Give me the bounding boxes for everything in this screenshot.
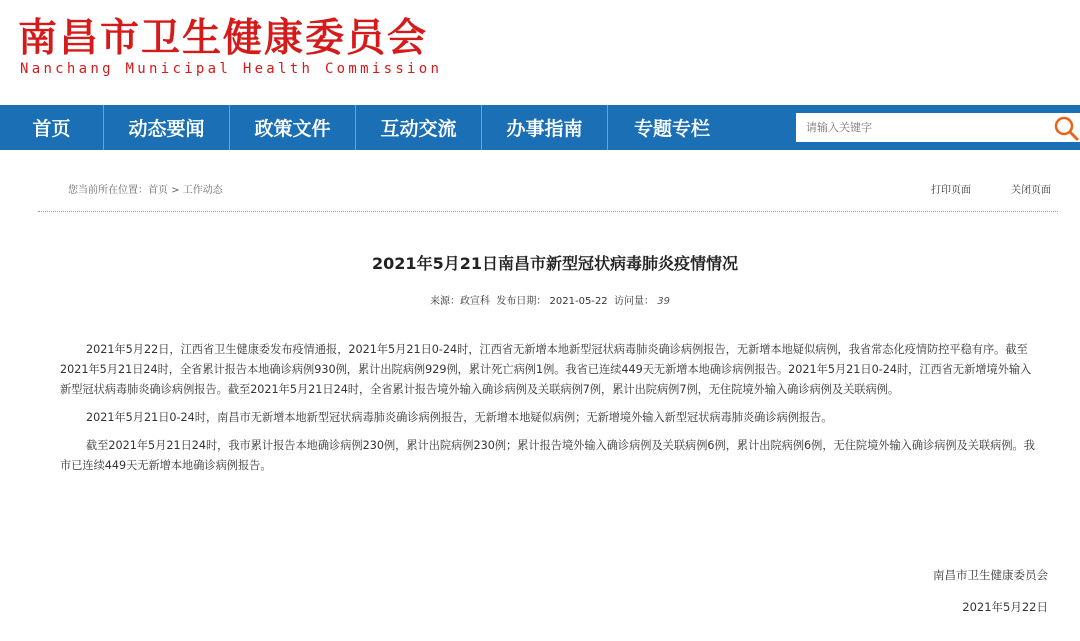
search-button[interactable] [1051,113,1080,142]
article-paragraph: 2021年5月22日，江西省卫生健康委发布疫情通报，2021年5月21日0-24时，江西省无新增本地新型冠状病毒肺炎确诊病例报告，无新增本地疑似病例，我省常态化疫情防控平稳有序。截至2021年5月21日24时，全省累计报告本地确诊病例930例，累计出院病例929例，累计死亡病例1例。我省已连续449天无新增本地确诊病例报告。2021年5月21日0-24时，江西省无新增境外输入新型冠状病毒肺炎确诊病例报告。截至2021年5月21日24时，全省累计报告境外输入确诊病例及关联病例7例，累计出院病例7例，无住院境外输入确诊病例及关联病例。 [60,343,1032,396]
meta-date: 2021-05-22 [549,296,608,307]
site-header [0,0,1080,105]
site-logo-title[interactable]: 南昌市卫生健康委员会 [18,16,429,61]
print-page-link[interactable]: 打印页面 [931,185,971,196]
article-signature: 南昌市卫生健康委员会 [933,568,1048,582]
meta-views-label: 访问量： [614,296,655,307]
breadcrumb-home-link[interactable]: 首页 [148,185,168,196]
divider [38,211,1058,212]
meta-source-label: 来源： [430,296,460,307]
nav-item-home[interactable]: 首页 [0,105,104,150]
article-sign-date: 2021年5月22日 [962,600,1048,614]
meta-date-label: 发布日期： [496,296,547,307]
search-input[interactable] [796,113,1051,142]
meta-views: 39 [657,296,670,307]
nav-item-special[interactable]: 专题专栏 [633,118,710,140]
breadcrumb-row [0,150,1080,212]
breadcrumb-separator: > [168,185,183,196]
article-meta [430,292,670,307]
site-logo-subtitle: Nanchang Municipal Health Commission [20,61,443,77]
meta-source: 政宣科 [460,296,490,307]
nav-item-news[interactable]: 动态要闻 [104,105,230,150]
nav-item-policy[interactable]: 政策文件 [230,105,356,150]
search-icon [1051,113,1080,142]
breadcrumb-current-link[interactable]: 工作动态 [182,185,223,196]
close-page-link[interactable]: 关闭页面 [1011,185,1051,196]
article-body [60,340,1040,484]
nav-item-interaction[interactable]: 互动交流 [356,105,482,150]
article-title: 2021年5月21日南昌市新型冠状病毒肺炎疫情情况 [372,254,738,273]
article-paragraph: 2021年5月21日0-24时，南昌市无新增本地新型冠状病毒肺炎确诊病例报告，无新增本地疑似病例；无新增境外输入新型冠状病毒肺炎确诊病例报告。 [86,411,833,424]
breadcrumb-prefix: 您当前所在位置： [68,185,148,196]
breadcrumb [68,181,223,196]
nav-item-guide[interactable]: 办事指南 [482,105,608,150]
article-paragraph: 截至2021年5月21日24时，我市累计报告本地确诊病例230例，累计出院病例230例；累计报告境外输入确诊病例及关联病例6例，累计出院病例6例，无住院境外输入确诊病例及关联病例。我市已连续449天无新增本地确诊病例报告。 [60,439,1035,472]
